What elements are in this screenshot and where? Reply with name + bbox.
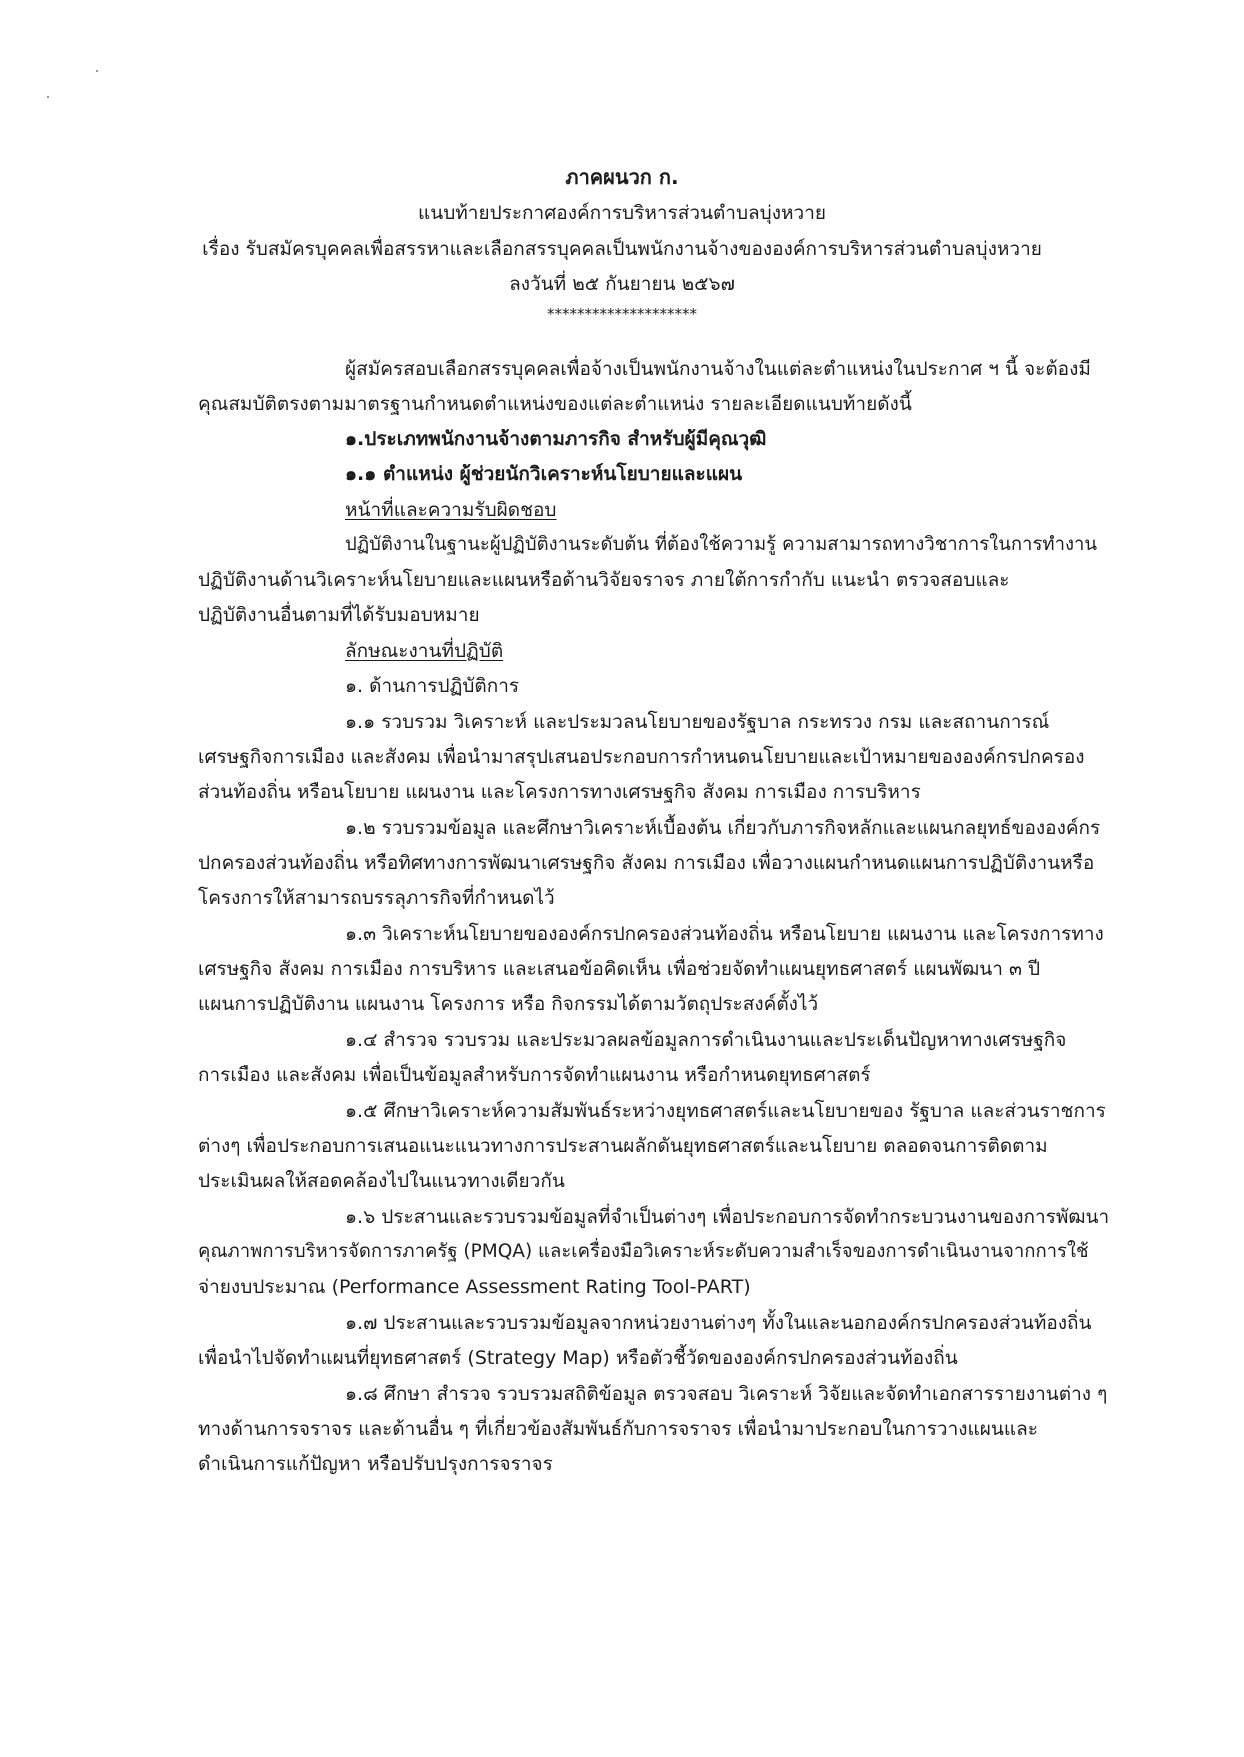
item-line: เศรษฐกิจ สังคม การเมือง การบริหาร และเสนอข้อคิดเห็น เพื่อช่วยจัดทำแผนยุทธศาสตร์ แผนพัฒนา ๓ ปี bbox=[198, 958, 1041, 980]
intro-line: ผู้สมัครสอบเลือกสรรบุคคลเพื่อจ้างเป็นพนักงานจ้างในแต่ละตำแหน่งในประกาศ ฯ นี้ จะต้องมี bbox=[345, 358, 1091, 380]
item-line: ต่างๆ เพื่อประกอบการเสนอแนะแนวทางการประสานผลักดันยุทธศาสตร์และนโยบาย ตลอดจนการติดตาม bbox=[198, 1135, 1048, 1157]
item-line: ดำเนินการแก้ปัญหา หรือปรับปรุงการจราจร bbox=[198, 1453, 553, 1475]
item-line: แผนการปฏิบัติงาน แผนงาน โครงการ หรือ กิจกรรมได้ตามวัตถุประสงค์ตั้งไว้ bbox=[198, 993, 819, 1015]
item-line: ปกครองส่วนท้องถิ่น หรือทิศทางการพัฒนาเศรษฐกิจ สังคม การเมือง เพื่อวางแผนกำหนดแผนการปฏิบัติงานหรือ bbox=[198, 852, 1095, 874]
item-line: โครงการให้สามารถบรรลุภารกิจที่กำหนดไว้ bbox=[198, 887, 555, 909]
item-line: การเมือง และสังคม เพื่อเป็นข้อมูลสำหรับการจัดทำแผนงาน หรือกำหนดยุทธศาสตร์ bbox=[198, 1064, 871, 1086]
item-line: เศรษฐกิจการเมือง และสังคม เพื่อนำมาสรุปเสนอประกอบการกำหนดนโยบายและเป้าหมายขององค์กรปกครอง bbox=[198, 746, 1085, 768]
item-line: ประเมินผลให้สอดคล้องไปในแนวทางเดียวกัน bbox=[198, 1170, 565, 1192]
item-line: ทางด้านการจราจร และด้านอื่น ๆ ที่เกี่ยวข้องสัมพันธ์กับการจราจร เพื่อนำมาประกอบในการวางแผนและ bbox=[198, 1418, 1039, 1440]
position-title: ๑.๑ ตำแหน่ง ผู้ช่วยนักวิเคราะห์นโยบายและแผน bbox=[345, 463, 743, 485]
scan-speck bbox=[96, 70, 98, 72]
item-line: เพื่อนำไปจัดทำแผนที่ยุทธศาสตร์ (Strategy Map) หรือตัวชี้วัดขององค์กรปกครองส่วนท้องถิ่น bbox=[198, 1347, 958, 1369]
item-line: ๑.๔ สำรวจ รวบรวม และประมวลผลข้อมูลการดำเนินงานและประเด็นปัญหาทางเศรษฐกิจ bbox=[345, 1029, 1067, 1051]
duties-line: ปฏิบัติงานอื่นตามที่ได้รับมอบหมาย bbox=[198, 604, 480, 626]
item-line: ๑.๗ ประสานและรวบรวมข้อมูลจากหน่วยงานต่างๆ ทั้งในและนอกองค์กรปกครองส่วนท้องถิ่น bbox=[345, 1312, 1092, 1334]
item-line: คุณภาพการบริหารจัดการภาครัฐ (PMQA) และเครื่องมือวิเคราะห์ระดับความสำเร็จของการดำเนินงานจากการใช้ bbox=[198, 1241, 1089, 1262]
duties-heading: หน้าที่และความรับผิดชอบ bbox=[345, 499, 557, 521]
duties-line: ปฏิบัติงานด้านวิเคราะห์นโยบายและแผนหรือด้านวิจัยจราจร ภายใต้การกำกับ แนะนำ ตรวจสอบและ bbox=[198, 569, 1010, 591]
intro-line: คุณสมบัติตรงตามมาตรฐานกำหนดตำแหน่งของแต่ละตำแหน่ง รายละเอียดแนบท้ายดังนี้ bbox=[198, 393, 912, 415]
item-line: ๑.๓ วิเคราะห์นโยบายขององค์กรปกครองส่วนท้องถิ่น หรือนโยบาย แผนงาน และโครงการทาง bbox=[345, 923, 1104, 945]
doc-date: ลงวันที่ ๒๕ กันยายน ๒๕๖๗ bbox=[509, 273, 735, 295]
ops-heading: ๑. ด้านการปฏิบัติการ bbox=[345, 675, 520, 697]
work-heading: ลักษณะงานที่ปฏิบัติ bbox=[345, 640, 504, 662]
item-line: ส่วนท้องถิ่น หรือนโยบาย แผนงาน และโครงการทางเศรษฐกิจ สังคม การเมือง การบริหาร bbox=[198, 781, 921, 803]
section-title: ๑.ประเภทพนักงานจ้างตามภารกิจ สำหรับผู้มีคุณวุฒิ bbox=[345, 428, 767, 450]
item-line: ๑.๒ รวบรวมข้อมูล และศึกษาวิเคราะห์เบื้องต้น เกี่ยวกับภารกิจหลักและแผนกลยุทธ์ขององค์กร bbox=[345, 817, 1101, 839]
item-line: ๑.๖ ประสานและรวบรวมข้อมูลที่จำเป็นต่างๆ เพื่อประกอบการจัดทำกระบวนงานของการพัฒนา bbox=[345, 1206, 1110, 1228]
doc-title: ภาคผนวก ก. bbox=[565, 165, 679, 189]
doc-subtitle: แนบท้ายประกาศองค์การบริหารส่วนตำบลบุ่งหวาย bbox=[417, 202, 827, 224]
item-line: ๑.๘ ศึกษา สำรวจ รวบรวมสถิติข้อมูล ตรวจสอบ วิเคราะห์ วิจัยและจัดทำเอกสารรายงานต่าง ๆ bbox=[345, 1383, 1108, 1405]
doc-subject: เรื่อง รับสมัครบุคคลเพื่อสรรหาและเลือกสรรบุคคลเป็นพนักงานจ้างขององค์การบริหารส่วนตำบลบุ่งหวาย bbox=[202, 238, 1042, 260]
scan-speck bbox=[47, 96, 49, 98]
item-line: ๑.๑ รวบรวม วิเคราะห์ และประมวลนโยบายของรัฐบาล กระทรวง กรม และสถานการณ์ bbox=[345, 711, 1050, 733]
item-line: จ่ายงบประมาณ (Performance Assessment Rating Tool-PART) bbox=[198, 1276, 751, 1298]
separator: ******************** bbox=[547, 305, 697, 323]
duties-line: ปฏิบัติงานในฐานะผู้ปฏิบัติงานระดับต้น ที่ต้องใช้ความรู้ ความสามารถทางวิชาการในการทำงาน bbox=[345, 534, 1098, 555]
item-line: ๑.๕ ศึกษาวิเคราะห์ความสัมพันธ์ระหว่างยุทธศาสตร์และนโยบายของ รัฐบาล และส่วนราชการ bbox=[345, 1100, 1106, 1122]
